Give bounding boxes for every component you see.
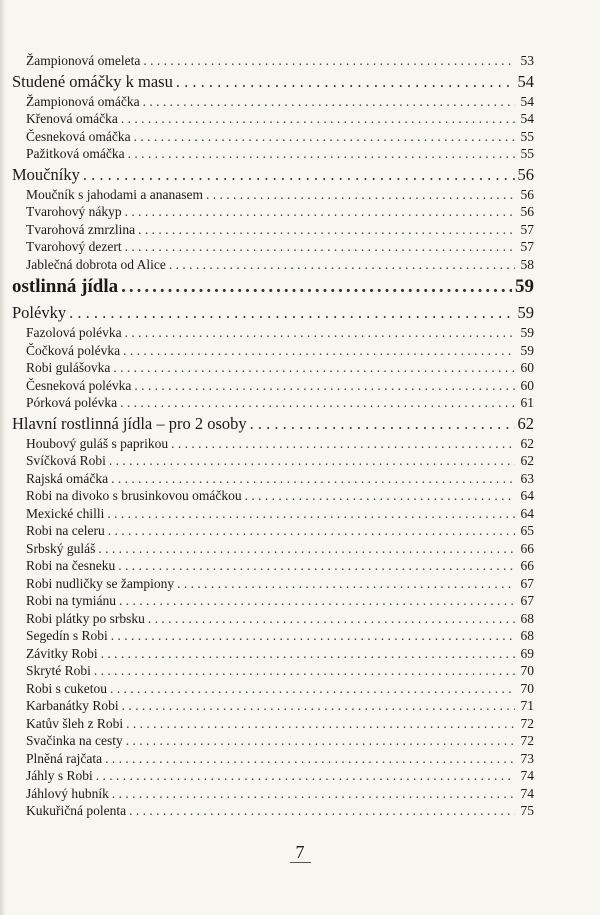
toc-entry-title: Pažitková omáčka	[26, 146, 125, 161]
toc-entry-page: 62	[520, 435, 534, 451]
toc-entry	[12, 681, 534, 699]
dot-leader	[134, 129, 515, 145]
toc-entry-title: Fazolová polévka	[26, 325, 122, 340]
toc-entry-page: 69	[520, 645, 534, 661]
toc-entry-page: 74	[520, 785, 534, 801]
page-number-text: 7	[290, 842, 311, 863]
dot-leader	[250, 414, 515, 434]
dot-leader	[111, 471, 515, 487]
toc-entry-page: 71	[520, 698, 534, 713]
toc-entry-title: Tvarohová zmrzlina	[26, 221, 136, 237]
toc-entry-page: 67	[520, 593, 534, 608]
dot-leader	[121, 111, 515, 127]
toc-entry-title: Svíčková Robi	[26, 453, 106, 468]
toc-entry-page: 68	[520, 628, 534, 643]
toc-entry-page: 75	[520, 803, 534, 818]
dot-leader	[110, 681, 515, 697]
toc-entry-title: Robi na divoko s brusinkovou omáčkou	[26, 488, 242, 503]
dot-leader	[113, 360, 515, 376]
toc-entry	[12, 506, 534, 524]
toc-entry	[12, 768, 534, 786]
toc-entry-title: Skryté Robi	[26, 663, 91, 678]
dot-leader	[125, 204, 515, 220]
toc-entry	[12, 541, 534, 559]
toc-entry-title: Hlavní rostlinná jídla – pro 2 osoby	[12, 413, 247, 433]
toc-entry-title: Katův šleh z Robi	[26, 715, 124, 731]
toc-entry	[12, 53, 534, 71]
toc-chapter	[12, 276, 534, 302]
toc-entry-title: Robi na tymiánu	[26, 593, 116, 608]
toc-entry-page: 60	[520, 360, 534, 375]
dot-leader	[148, 611, 515, 627]
dot-leader	[129, 803, 515, 819]
toc-section	[12, 414, 534, 436]
toc-entry-title: Rajská omáčka	[26, 470, 109, 486]
dot-leader	[125, 325, 515, 341]
toc-entry-title: Jablečná dobrota od Alice	[26, 256, 166, 272]
dot-leader	[108, 523, 515, 539]
toc-entry	[12, 716, 534, 734]
toc-entry-page: 63	[520, 470, 534, 486]
toc-entry	[12, 395, 534, 413]
dot-leader	[112, 786, 515, 802]
toc-entry	[12, 378, 534, 396]
toc-entry	[12, 222, 534, 240]
table-of-contents	[12, 53, 534, 821]
toc-entry	[12, 436, 534, 454]
toc-entry	[12, 325, 534, 343]
toc-entry-title: Segedín s Robi	[26, 628, 108, 643]
toc-entry-title: Moučník s jahodami a ananasem	[26, 186, 203, 202]
toc-entry-page: 54	[517, 71, 534, 91]
dot-leader	[171, 436, 515, 452]
toc-entry	[12, 558, 534, 576]
toc-entry-title: Mexické chilli	[26, 505, 105, 521]
toc-entry-page: 59	[520, 342, 534, 358]
toc-entry-title: Čočková polévka	[26, 342, 121, 358]
toc-entry-page: 72	[520, 715, 534, 731]
toc-entry	[12, 360, 534, 378]
toc-entry	[12, 628, 534, 646]
toc-entry-title: ostlinná jídla	[12, 276, 119, 297]
page-number	[0, 842, 600, 863]
dot-leader	[107, 506, 515, 522]
toc-entry-page: 65	[520, 523, 534, 538]
dot-leader	[143, 53, 515, 69]
toc-entry-page: 66	[520, 540, 534, 556]
toc-entry-title: Česneková omáčka	[26, 128, 131, 144]
dot-leader	[118, 558, 515, 574]
toc-entry-page: 68	[520, 610, 534, 626]
toc-section	[12, 303, 534, 325]
toc-entry-title: Jáhlový hubník	[26, 785, 109, 801]
toc-entry	[12, 646, 534, 664]
toc-entry-title: Robi na česneku	[26, 558, 116, 573]
toc-entry-title: Robi nudličky se žampiony	[26, 575, 175, 591]
toc-entry-title: Moučníky	[12, 164, 80, 184]
dot-leader	[69, 303, 514, 323]
toc-entry-title: Plněná rajčata	[26, 750, 103, 766]
dot-leader	[94, 663, 515, 679]
toc-entry	[12, 523, 534, 541]
toc-entry-title: Studené omáčky k masu	[12, 71, 173, 91]
dot-leader	[206, 187, 515, 203]
toc-entry-page: 62	[517, 413, 534, 433]
toc-entry	[12, 129, 534, 147]
dot-leader	[122, 698, 515, 714]
toc-entry-page: 59	[517, 303, 534, 322]
dot-leader	[111, 628, 515, 644]
dot-leader	[83, 165, 515, 185]
toc-entry-title: Robi na celeru	[26, 523, 105, 538]
toc-entry	[12, 146, 534, 164]
dot-leader	[101, 646, 515, 662]
dot-leader	[143, 94, 515, 110]
toc-entry-page: 61	[520, 395, 534, 410]
toc-section	[12, 165, 534, 187]
toc-entry-title: Robi gulášovka	[26, 360, 111, 375]
toc-entry-title: Závitky Robi	[26, 645, 98, 661]
toc-entry-page: 54	[520, 93, 534, 109]
toc-entry-title: Žampionová omáčka	[26, 93, 140, 109]
dot-leader	[121, 276, 512, 298]
toc-entry	[12, 488, 534, 506]
dot-leader	[134, 378, 515, 394]
dot-leader	[105, 751, 515, 767]
toc-entry-page: 70	[520, 680, 534, 696]
toc-entry	[12, 663, 534, 681]
toc-entry-page: 60	[520, 377, 534, 393]
toc-entry-page: 56	[520, 204, 534, 219]
toc-section	[12, 72, 534, 94]
toc-entry-title: Srbský guláš	[26, 540, 96, 556]
toc-entry-title: Robi s cuketou	[26, 680, 107, 696]
toc-entry	[12, 698, 534, 716]
toc-entry-title: Jáhly s Robi	[26, 768, 93, 783]
toc-entry-page: 59	[520, 325, 534, 340]
toc-entry-page: 56	[520, 186, 534, 202]
toc-entry-page: 59	[515, 276, 534, 297]
dot-leader	[138, 222, 515, 238]
dot-leader	[120, 395, 515, 411]
toc-entry-title: Tvarohový nákyp	[26, 204, 122, 219]
toc-entry	[12, 343, 534, 361]
dot-leader	[98, 541, 515, 557]
toc-entry-title: Pórková polévka	[26, 395, 118, 410]
toc-entry-title: Křenová omáčka	[26, 111, 118, 126]
dot-leader	[245, 488, 515, 504]
toc-entry-page: 64	[520, 505, 534, 521]
toc-entry-page: 54	[520, 111, 534, 126]
toc-entry-page: 57	[520, 221, 534, 237]
toc-entry	[12, 111, 534, 129]
toc-entry-page: 64	[520, 488, 534, 503]
dot-leader	[96, 768, 515, 784]
toc-entry-title: Tvarohový dezert	[26, 239, 122, 254]
toc-entry-title: Houbový guláš s paprikou	[26, 435, 169, 451]
page-edge-shadow	[0, 0, 6, 915]
toc-entry	[12, 471, 534, 489]
toc-entry-page: 56	[517, 164, 534, 184]
toc-entry-page: 55	[520, 128, 534, 144]
toc-entry	[12, 257, 534, 275]
toc-entry	[12, 453, 534, 471]
toc-entry-page: 72	[520, 733, 534, 748]
toc-entry	[12, 94, 534, 112]
toc-entry	[12, 786, 534, 804]
dot-leader	[119, 593, 515, 609]
toc-entry-page: 73	[520, 750, 534, 766]
toc-entry-page: 53	[520, 53, 534, 68]
dot-leader	[125, 239, 515, 255]
toc-entry-page: 70	[520, 663, 534, 678]
toc-entry-page: 74	[520, 768, 534, 783]
toc-entry	[12, 611, 534, 629]
toc-entry-title: Robi plátky po srbsku	[26, 610, 145, 626]
toc-entry	[12, 239, 534, 257]
dot-leader	[109, 453, 515, 469]
toc-entry	[12, 593, 534, 611]
toc-entry	[12, 187, 534, 205]
toc-entry-page: 55	[520, 146, 534, 161]
toc-entry-page: 62	[520, 453, 534, 468]
toc-entry-page: 58	[520, 256, 534, 272]
toc-entry-title: Polévky	[12, 303, 67, 322]
toc-entry	[12, 751, 534, 769]
dot-leader	[177, 576, 515, 592]
toc-entry-page: 66	[520, 558, 534, 573]
dot-leader	[169, 257, 515, 273]
toc-entry-title: Kukuřičná polenta	[26, 803, 127, 818]
toc-entry	[12, 576, 534, 594]
toc-entry-title: Žampionová omeleta	[26, 53, 141, 68]
dot-leader	[123, 343, 515, 359]
dot-leader	[176, 72, 515, 92]
toc-entry-title: Svačinka na cesty	[26, 733, 123, 748]
dot-leader	[128, 146, 515, 162]
dot-leader	[126, 716, 515, 732]
dot-leader	[126, 733, 515, 749]
toc-entry	[12, 733, 534, 751]
toc-entry-page: 57	[520, 239, 534, 254]
toc-entry-title: Česneková polévka	[26, 377, 132, 393]
toc-entry	[12, 204, 534, 222]
toc-entry	[12, 803, 534, 821]
toc-entry-title: Karbanátky Robi	[26, 698, 119, 713]
toc-entry-page: 67	[520, 575, 534, 591]
